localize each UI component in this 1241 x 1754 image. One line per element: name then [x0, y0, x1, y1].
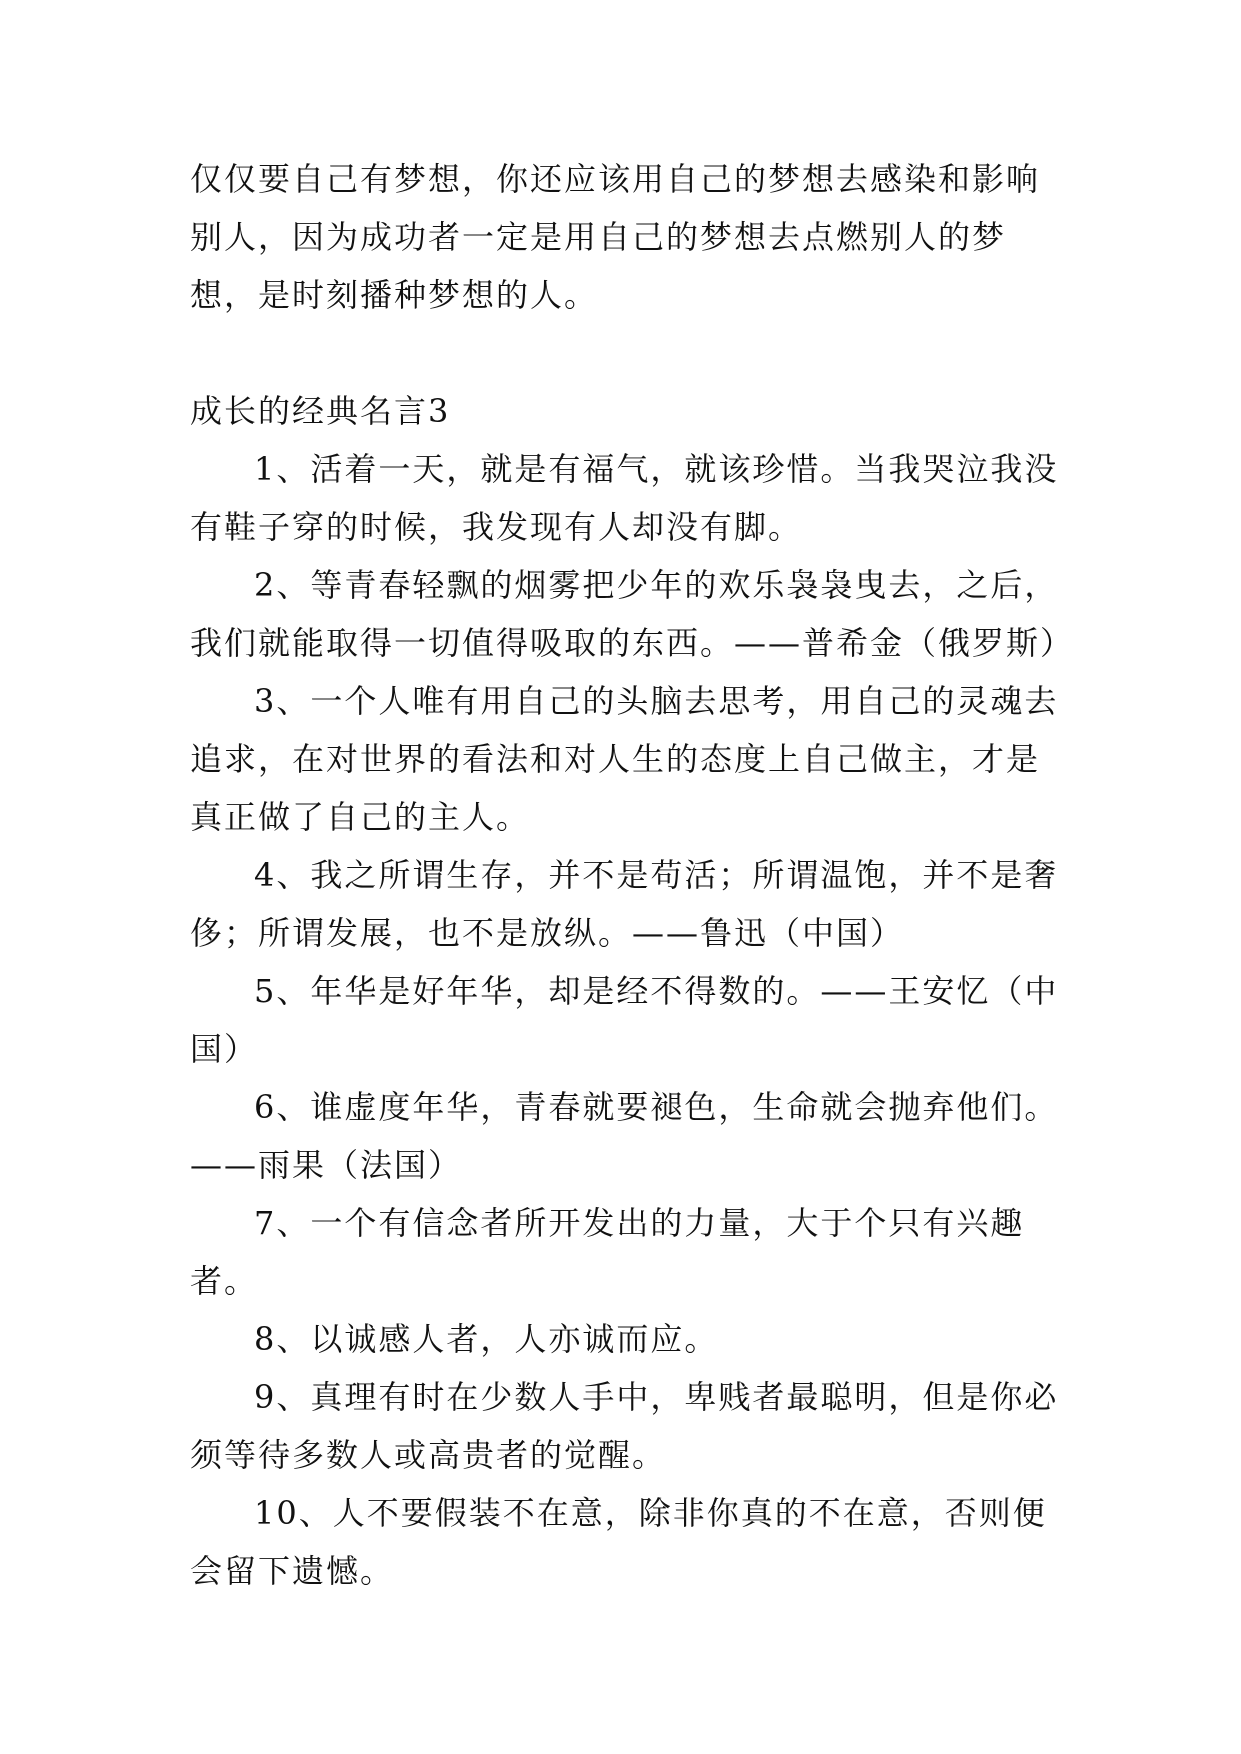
- quote-item: 2、等青春轻飘的烟雾把少年的欢乐袅袅曳去，之后，我们就能取得一切值得吸取的东西。——普希金（俄罗斯）: [190, 566, 1075, 662]
- section-title: 成长的经典名言3: [190, 392, 451, 430]
- quote-item: 7、一个有信念者所开发出的力量，大于个只有兴趣者。: [190, 1204, 1025, 1300]
- quote-item: 4、我之所谓生存，并不是苟活；所谓温饱，并不是奢侈；所谓发展，也不是放纵。——鲁迅（中国）: [190, 856, 1059, 952]
- quote-item: 1、活着一天，就是有福气，就该珍惜。当我哭泣我没有鞋子穿的时候，我发现有人却没有脚。: [190, 450, 1059, 546]
- quote-item: 5、年华是好年华，却是经不得数的。——王安忆（中国）: [190, 972, 1059, 1068]
- quote-item: 8、以诚感人者，人亦诚而应。: [254, 1320, 719, 1358]
- quote-item: 6、谁虚度年华，青春就要褪色，生命就会抛弃他们。——雨果（法国）: [190, 1088, 1059, 1184]
- quote-item: 9、真理有时在少数人手中，卑贱者最聪明，但是你必须等待多数人或高贵者的觉醒。: [190, 1378, 1059, 1474]
- quote-item: 10、人不要假装不在意，除非你真的不在意，否则便会留下遗憾。: [190, 1494, 1047, 1590]
- quote-item: 3、一个人唯有用自己的头脑去思考，用自己的灵魂去追求，在对世界的看法和对人生的态度上自己做主，才是真正做了自己的主人。: [190, 682, 1059, 836]
- lead-paragraph: 仅仅要自己有梦想，你还应该用自己的梦想去感染和影响别人，因为成功者一定是用自己的梦想去点燃别人的梦想，是时刻播种梦想的人。: [190, 160, 1041, 314]
- document-body: [190, 150, 1075, 1600]
